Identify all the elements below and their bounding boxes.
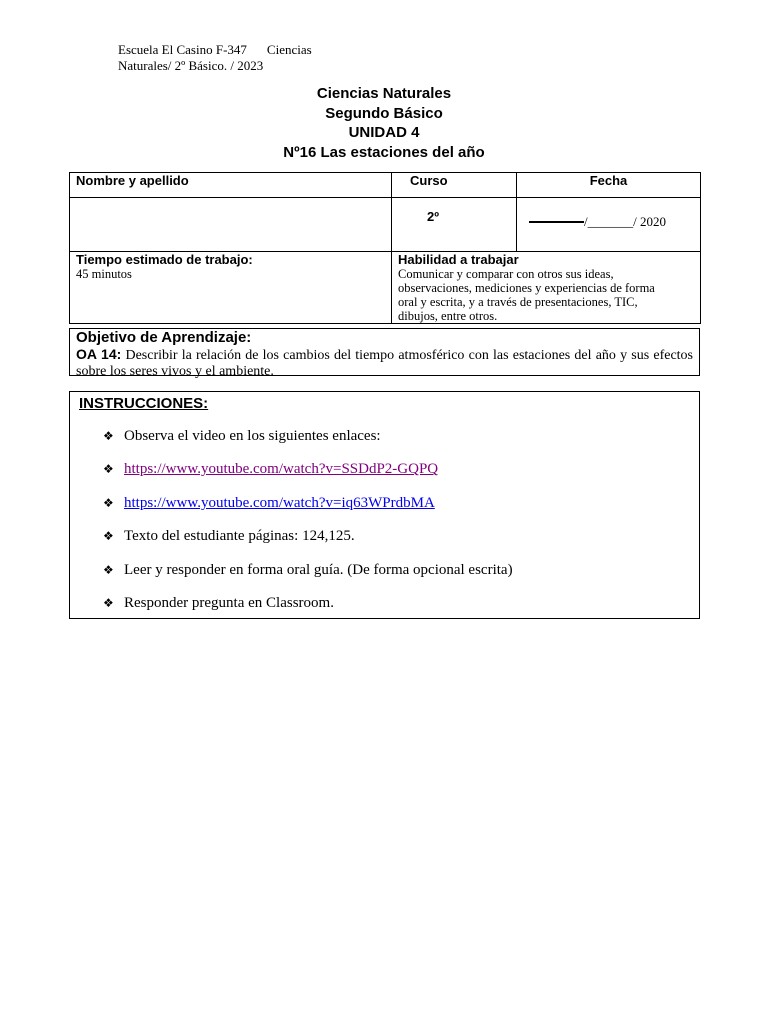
subject-grade-year: Naturales/ 2º Básico. / 2023 — [118, 58, 264, 73]
list-item: ❖ Leer y responder en forma oral guía. (De forma opcional escrita) — [103, 561, 513, 578]
diamond-bullet-icon: ❖ — [103, 562, 114, 577]
school-header — [118, 42, 312, 74]
skill-label: Habilidad a trabajar — [398, 252, 519, 267]
date-header: Fecha — [517, 173, 701, 198]
school-name: Escuela El Casino F-347 — [118, 42, 247, 57]
time-value: 45 minutos — [76, 267, 132, 281]
diamond-bullet-icon: ❖ — [103, 595, 114, 610]
date-day-line — [529, 221, 584, 223]
student-info-table — [69, 172, 701, 324]
diamond-bullet-icon: ❖ — [103, 495, 114, 510]
title-unit: UNIDAD 4 — [348, 124, 420, 141]
list-item: ❖ Responder pregunta en Classroom. — [103, 594, 334, 611]
course-value: 2º — [392, 198, 517, 252]
date-field[interactable] — [517, 198, 701, 252]
date-value: /_______/ 2020 — [584, 214, 666, 229]
time-label: Tiempo estimado de trabajo: — [76, 252, 253, 267]
instructions-box — [69, 391, 700, 619]
course-header: Curso — [392, 173, 517, 198]
title-guide: Nº16 Las estaciones del año — [283, 143, 485, 161]
name-field[interactable] — [70, 198, 392, 252]
diamond-bullet-icon: ❖ — [103, 462, 114, 477]
title-subject: Ciencias Naturales — [316, 85, 452, 102]
objective-title: Objetivo de Aprendizaje: — [76, 329, 252, 346]
diamond-bullet-icon: ❖ — [103, 429, 114, 443]
objective-code: OA 14: — [76, 346, 122, 362]
video-link-1[interactable]: https://www.youtube.com/watch?v=SSDdP2-GQPQ — [124, 461, 439, 478]
instructions-title: INSTRUCCIONES: — [79, 395, 209, 412]
list-item — [103, 493, 513, 526]
objective-text: Describir la relación de los cambios del tiempo atmosférico con las estaciones del año y sus efectos sobre los seres vivos y el ambiente. — [76, 348, 693, 379]
title-grade: Segundo Básico — [325, 104, 443, 122]
list-item: ❖ Observa el video en los siguientes enlaces: — [103, 428, 381, 444]
subject-short: Ciencias — [266, 42, 312, 57]
list-item — [103, 459, 513, 492]
diamond-bullet-icon: ❖ — [103, 529, 114, 544]
learning-objective-box — [69, 328, 700, 379]
name-header: Nombre y apellido — [70, 173, 392, 198]
list-item: ❖ Texto del estudiante páginas: 124,125. — [103, 528, 355, 545]
document-titles — [0, 84, 768, 162]
video-link-2[interactable]: https://www.youtube.com/watch?v=iq63WPrdbMA — [124, 494, 435, 511]
instructions-list — [103, 426, 513, 626]
skill-value: Comunicar y comparar con otros sus ideas, observaciones, mediciones y experiencias de forma oral y escrita, y a través de presentaciones, TIC, dibujos, entre otros. — [398, 267, 655, 323]
